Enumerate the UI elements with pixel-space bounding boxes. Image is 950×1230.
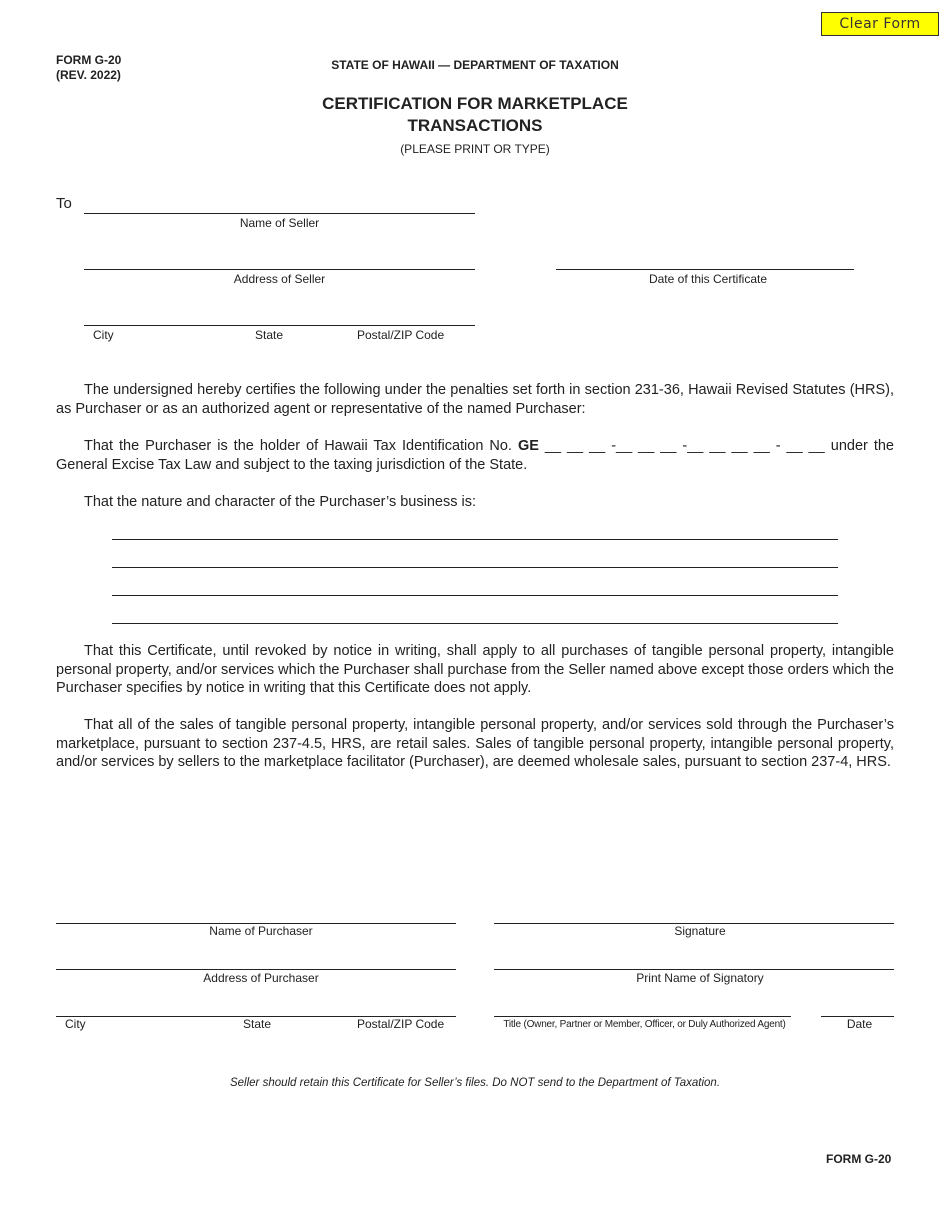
seller-address-field[interactable] bbox=[84, 269, 475, 270]
to-label: To bbox=[56, 195, 72, 212]
form-title-line1: CERTIFICATION FOR MARKETPLACE bbox=[322, 94, 628, 113]
purchaser-address-field[interactable] bbox=[56, 969, 456, 970]
certificate-date-label: Date of this Certificate bbox=[648, 272, 768, 286]
marketplace-sales-paragraph bbox=[56, 716, 894, 772]
business-nature-line-4[interactable] bbox=[112, 623, 838, 624]
purchaser-state-label: State bbox=[243, 1017, 272, 1031]
tax-id-text-after: under the General Excise Tax Law and subject to the taxing jurisdiction of the State. bbox=[56, 438, 894, 473]
purchaser-date-label: Date bbox=[846, 1017, 873, 1031]
retention-note: Seller should retain this Certificate for Seller’s files. Do NOT send to the Department of Taxation. bbox=[229, 1077, 721, 1089]
seller-state-label: State bbox=[255, 328, 284, 342]
marketplace-sales-text: That all of the sales of tangible personal property, intangible personal property, and/or services sold through the Purchaser’s marketplace, pursuant to section 237-4.5, HRS, are retail sales. Sales of tangible personal property, intangible personal property, and/or services by sellers to the marketplace facilitator (Purchaser), are deemed wholesale sales, pursuant to section 237-4, HRS. bbox=[56, 717, 894, 770]
business-nature-line-2[interactable] bbox=[112, 567, 838, 568]
revocation-paragraph bbox=[56, 642, 894, 698]
purchaser-address-label: Address of Purchaser bbox=[203, 971, 319, 985]
revocation-text: That this Certificate, until revoked by notice in writing, shall apply to all purchases of tangible personal property, intangible personal property, and/or services which the Purchaser shall purchase from the Seller named above except those orders which the Purchaser specifies by notice in writing that this Certificate does not apply. bbox=[56, 643, 894, 696]
business-nature-text: That the nature and character of the Purchaser’s business is: bbox=[84, 494, 476, 510]
seller-name-label: Name of Seller bbox=[239, 216, 320, 230]
seller-address-label: Address of Seller bbox=[233, 272, 326, 286]
purchaser-city-label: City bbox=[65, 1017, 86, 1031]
purchaser-name-label: Name of Purchaser bbox=[209, 924, 313, 938]
signatory-title-label: Title (Owner, Partner or Member, Officer, or Duly Authorized Agent) bbox=[503, 1019, 786, 1030]
seller-city-state-zip-field[interactable] bbox=[84, 325, 475, 326]
certification-text: The undersigned hereby certifies the following under the penalties set forth in section 231-36, Hawaii Revised Statutes (HRS), as Purchaser or as an authorized agent or representative of the named Purchaser: bbox=[56, 382, 894, 417]
business-nature-line-1[interactable] bbox=[112, 539, 838, 540]
signature-label: Signature bbox=[674, 924, 726, 938]
footer-form-number: FORM G-20 bbox=[826, 1152, 892, 1166]
tax-id-paragraph bbox=[56, 437, 894, 474]
print-name-label: Print Name of Signatory bbox=[636, 971, 764, 985]
clear-form-button[interactable]: Clear Form bbox=[821, 12, 939, 36]
signatory-title-field[interactable] bbox=[494, 1016, 791, 1017]
form-title bbox=[0, 93, 950, 137]
agency-name: STATE OF HAWAII — DEPARTMENT OF TAXATION bbox=[331, 58, 619, 72]
form-revision: (REV. 2022) bbox=[56, 68, 121, 82]
certification-paragraph bbox=[56, 381, 894, 418]
tax-id-text-before: That the Purchaser is the holder of Hawaii Tax Identification No. bbox=[84, 438, 518, 454]
form-subtitle: (PLEASE PRINT OR TYPE) bbox=[400, 142, 550, 156]
tax-id-field[interactable]: __ __ __ -__ __ __ -__ __ __ __ - __ __ bbox=[538, 438, 831, 454]
purchaser-zip-label: Postal/ZIP Code bbox=[357, 1017, 445, 1031]
certificate-date-field[interactable] bbox=[556, 269, 854, 270]
business-nature-paragraph bbox=[56, 493, 894, 512]
seller-zip-label: Postal/ZIP Code bbox=[357, 328, 445, 342]
seller-name-field[interactable] bbox=[84, 213, 475, 214]
form-number: FORM G-20 bbox=[56, 53, 122, 67]
tax-id-prefix: GE bbox=[517, 438, 539, 454]
print-name-field[interactable] bbox=[494, 969, 894, 970]
form-title-line2: TRANSACTIONS bbox=[407, 116, 543, 135]
seller-city-label: City bbox=[93, 328, 114, 342]
business-nature-line-3[interactable] bbox=[112, 595, 838, 596]
